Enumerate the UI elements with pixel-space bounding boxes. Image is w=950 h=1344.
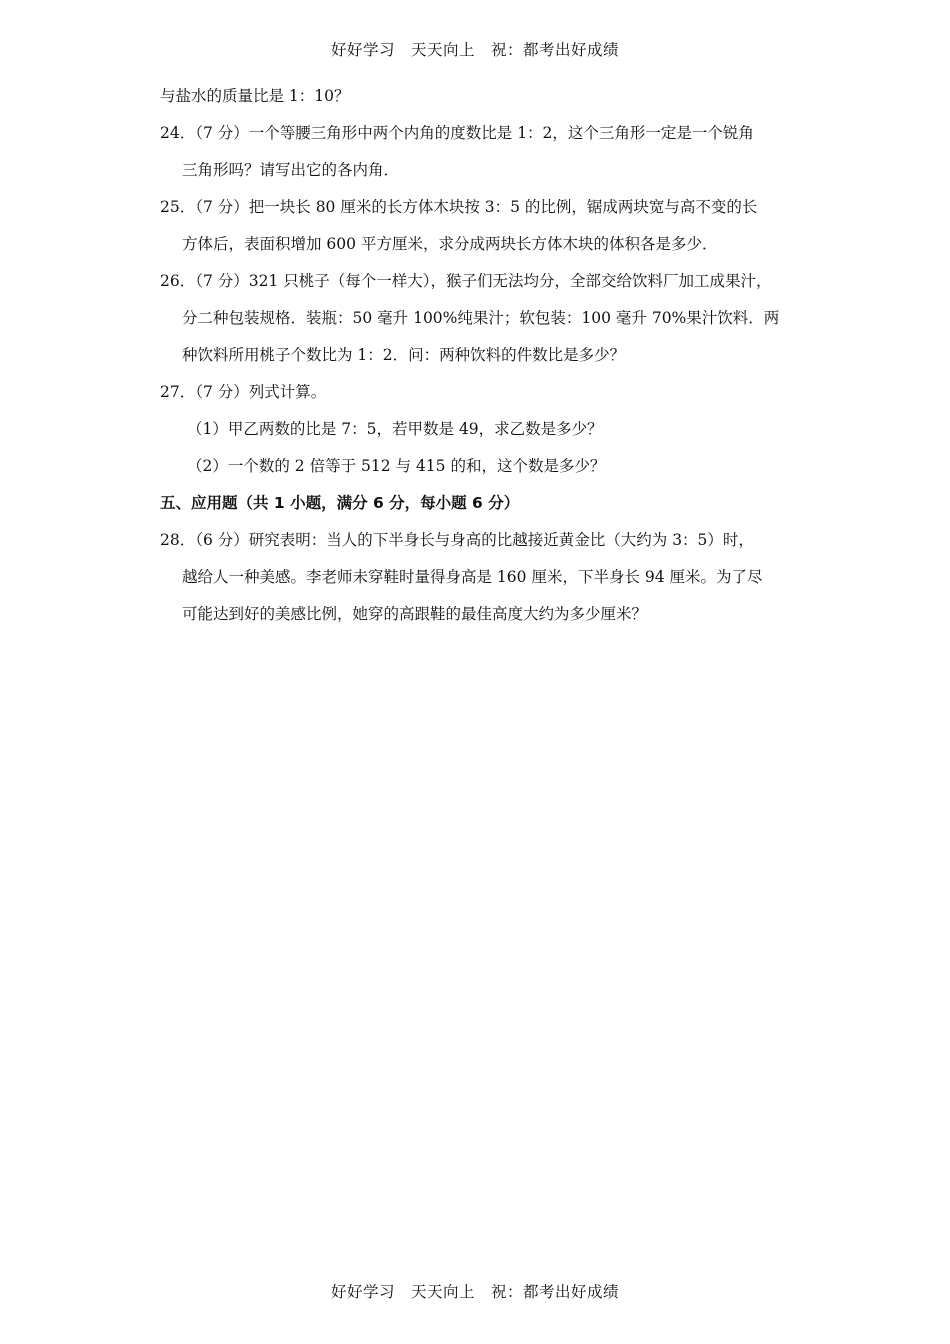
question-24-line-1: 24．（7 分）一个等腰三角形中两个内角的度数比是 1：2，这个三角形一定是一个锐角 xyxy=(160,124,754,142)
question-28-line-3: 可能达到好的美感比例，她穿的高跟鞋的最佳高度大约为多少厘米？ xyxy=(182,605,648,623)
section-title-application: 五、应用题（共 1 小题，满分 6 分，每小题 6 分） xyxy=(160,494,520,512)
question-26 xyxy=(160,263,810,374)
question-27 xyxy=(160,374,810,485)
question-25-line-2: 方体后，表面积增加 600 平方厘米，求分成两块长方体木块的体积各是多少． xyxy=(182,235,718,253)
page-header: 好好学习 天天向上 祝：都考出好成绩 xyxy=(330,41,619,59)
question-26-line-2: 分二种包装规格．装瓶：50 毫升 100%纯果汁；软包装：100 毫升 70%果汁饮料．两 xyxy=(182,309,780,327)
question-26-line-1: 26．（7 分）321 只桃子（每个一样大），猴子们无法均分，全部交给饮料厂加工成果汁， xyxy=(160,272,772,290)
question-24 xyxy=(160,115,810,189)
question-25-line-1: 25．（7 分）把一块长 80 厘米的长方体木块按 3：5 的比例，锯成两块宽与高不变的长 xyxy=(160,198,758,216)
question-27-sub-1: （1）甲乙两数的比是 7：5，若甲数是 49，求乙数是多少？ xyxy=(187,420,603,438)
question-28-line-1: 28．（6 分）研究表明：当人的下半身长与身高的比越接近黄金比（大约为 3：5）时， xyxy=(160,531,754,549)
question-26-line-3: 种饮料所用桃子个数比为 1：2．问：两种饮料的件数比是多少？ xyxy=(182,346,626,364)
question-28 xyxy=(160,522,810,633)
question-28-line-2: 越给人一种美感。李老师未穿鞋时量得身高是 160 厘米，下半身长 94 厘米。为了尽 xyxy=(182,568,763,586)
page-footer: 好好学习 天天向上 祝：都考出好成绩 xyxy=(330,1283,619,1301)
question-25 xyxy=(160,189,810,263)
question-24-line-2: 三角形吗？请写出它的各内角． xyxy=(182,161,400,179)
question-27-line-1: 27．（7 分）列式计算。 xyxy=(160,383,327,401)
document-body xyxy=(160,78,810,633)
continuation-line: 与盐水的质量比是 1：10？ xyxy=(160,87,350,105)
question-27-sub-2: （2）一个数的 2 倍等于 512 与 415 的和，这个数是多少？ xyxy=(187,457,606,475)
